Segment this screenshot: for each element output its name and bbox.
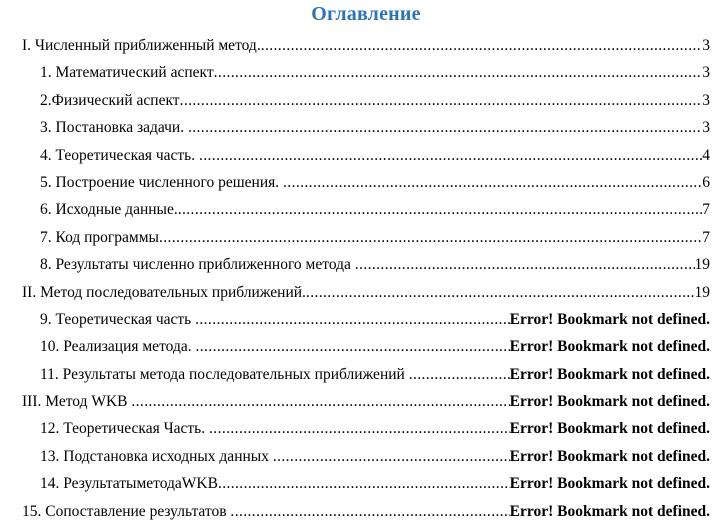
toc-entry[interactable] (22, 114, 710, 141)
dot-leader (273, 443, 510, 470)
toc-entry[interactable] (22, 32, 710, 59)
toc-entry-page[interactable]: 7 (702, 201, 710, 219)
dot-leader (178, 196, 703, 223)
toc-entry[interactable] (22, 443, 710, 470)
dot-leader (159, 224, 702, 251)
toc-entry[interactable] (22, 142, 710, 169)
toc-entry[interactable] (22, 224, 710, 251)
dot-leader (283, 169, 702, 196)
toc-entry[interactable] (22, 196, 710, 223)
toc-entry[interactable] (22, 59, 710, 86)
toc-entry-label[interactable]: 7. Код программы (40, 228, 159, 246)
toc-entry-page[interactable]: Error! Bookmark not defined. (509, 365, 710, 383)
toc-entry-page[interactable]: 4 (702, 146, 710, 164)
toc-entry-label[interactable]: 3. Постановка задачи. (40, 119, 188, 137)
dot-leader (199, 142, 702, 169)
toc-entry-page[interactable]: 19 (694, 256, 710, 274)
toc-entry-label[interactable]: 4. Теоретическая часть. (40, 146, 199, 164)
dot-leader (261, 32, 703, 59)
toc-entry-page[interactable]: Error! Bookmark not defined. (509, 475, 710, 493)
toc-entry-page[interactable]: 6 (702, 173, 710, 191)
toc-entry-page[interactable]: 19 (694, 283, 710, 301)
toc-heading: Оглавление (311, 3, 421, 25)
dot-leader (195, 333, 509, 360)
toc-entry[interactable] (22, 87, 710, 114)
dot-leader (188, 114, 702, 141)
toc-entry-page[interactable]: Error! Bookmark not defined. (509, 502, 710, 520)
toc-entry-label[interactable]: 5. Построение численного решения. (40, 173, 284, 191)
toc-entry-label[interactable]: 2.Физический аспект (40, 91, 180, 109)
toc-entry[interactable] (22, 306, 710, 333)
toc-entry-label[interactable]: I. Численный приближенный метод. (22, 37, 261, 54)
toc-entry-page[interactable]: Error! Bookmark not defined. (509, 393, 710, 411)
dot-leader (195, 306, 510, 333)
toc-entry[interactable] (22, 415, 710, 442)
toc-entry-label[interactable]: 1. Математический аспект (40, 64, 214, 82)
toc-entry[interactable] (22, 169, 710, 196)
toc-entries (22, 32, 710, 525)
toc-entry[interactable] (22, 361, 710, 388)
toc-entry[interactable] (22, 470, 710, 497)
toc-entry-label[interactable]: 14. РезультатыметодаWKB (40, 475, 218, 493)
toc-entry-label[interactable]: 8. Результаты численно приближенного метода (40, 256, 355, 274)
toc-entry[interactable] (22, 279, 710, 306)
toc-entry[interactable] (22, 333, 710, 360)
toc-entry-label[interactable]: 10. Реализация метода. (40, 338, 196, 356)
toc-entry-label[interactable]: 9. Теоретическая часть (40, 310, 196, 328)
toc-entry-label[interactable]: 13. Подстановка исходных данных (40, 447, 273, 465)
dot-leader (131, 388, 509, 415)
toc-entry-page[interactable]: 7 (702, 228, 710, 246)
dot-leader (209, 415, 510, 442)
toc-entry-page[interactable]: Error! Bookmark not defined. (509, 420, 710, 438)
toc-entry-page[interactable]: 3 (702, 37, 710, 54)
toc-entry-label[interactable]: II. Метод последовательных приближений. (22, 283, 306, 301)
dot-leader (230, 498, 509, 525)
dot-leader (409, 361, 510, 388)
toc-entry-label[interactable]: 15. Сопоставление результатов (22, 502, 231, 520)
dot-leader (180, 87, 703, 114)
toc-entry-label[interactable]: 11. Результаты метода последовательных приближений (40, 365, 409, 383)
toc-entry-label[interactable]: 6. Исходные данные. (40, 201, 178, 219)
dot-leader (355, 251, 695, 278)
toc-entry[interactable] (22, 388, 710, 415)
toc-entry[interactable] (22, 498, 710, 525)
toc-entry[interactable] (22, 251, 710, 278)
toc-entry-page[interactable]: Error! Bookmark not defined. (509, 338, 710, 356)
toc-entry-page[interactable]: Error! Bookmark not defined. (509, 447, 710, 465)
toc-entry-page[interactable]: Error! Bookmark not defined. (509, 310, 710, 328)
dot-leader (306, 279, 695, 306)
toc-entry-page[interactable]: 3 (702, 91, 710, 109)
toc-entry-label[interactable]: 12. Теоретическая Часть. (40, 420, 210, 438)
toc-entry-page[interactable]: 3 (702, 119, 710, 137)
toc-entry-page[interactable]: 3 (702, 64, 710, 82)
toc-entry-label[interactable]: III. Метод WKB (22, 393, 132, 411)
dot-leader (218, 470, 510, 497)
dot-leader (214, 59, 703, 86)
